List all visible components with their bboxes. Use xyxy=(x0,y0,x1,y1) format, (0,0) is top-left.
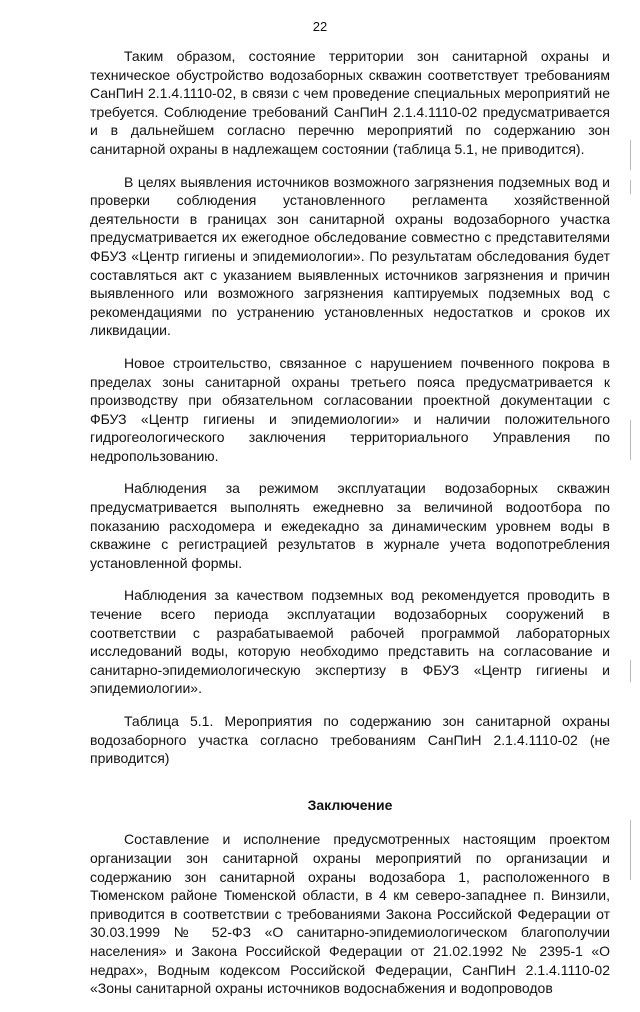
paragraph-operation-monitoring: Наблюдения за режимом эксплуатации водозаборных скважин предусматривается выполнять ежедневно за величиной водоотбора по показанию расходомера и ежедекадно за динамическим уровнем воды в скважине с регистрацией результатов в журнале учета водопотребления установленной формы. xyxy=(90,480,610,571)
paragraph-new-construction: Новое строительство, связанное с нарушением почвенного покрова в пределах зоны санитарной охраны третьего пояса предусматривается к производству при обязательном согласовании проектной документации с ФБУЗ «Центр гигиены и эпидемиологии» и наличии положительного гидрогеологического заключения территориального Управления по недропользованию. xyxy=(90,354,610,464)
paragraph-conclusion: Составление и исполнение предусмотренных настоящим проектом организации зон санитарной охраны мероприятий по организации и содержанию зон санитарной охраны водозабора 1, расположенного в Тюменском районе Тюменской области, в 4 км северо-западнее п. Винзили, приводится в соответствии с требованиями Закона Российской Федерации от 30.03.1999 № 52-ФЗ «О санитарно-эпидемиологическом благополучии населения» и Закона Российской Федерации от 21.02.1992 № 2395-1 «О недрах», Водным кодексом Российской Федерации, СанПиН 2.1.4.1110-02 «Зоны санитарной охраны источников водоснабжения и водопроводов xyxy=(90,831,610,997)
paragraph-water-quality-monitoring: Наблюдения за качеством подземных вод рекомендуется проводить в течение всего периода эксплуатации водозаборных сооружений в соответствии с разрабатываемой рабочей программой лабораторных исследований воды, которую необходимо представить на согласование и санитарно-эпидемиологическую экспертизу в ФБУЗ «Центр гигиены и эпидемиологии». xyxy=(90,587,610,697)
table-caption: Таблица 5.1. Мероприятия по содержанию зон санитарной охраны водозаборного участка согласно требованиям СанПиН 2.1.4.1110-02 (не приводится) xyxy=(90,713,610,767)
page-body xyxy=(90,47,610,1012)
page-number: 22 xyxy=(312,19,328,34)
paragraph-annual-inspection: В целях выявления источников возможного загрязнения подземных вод и проверки соблюдения установленного регламента хозяйственной деятельности в границах зон санитарной охраны водозаборного участка предусматривается их ежегодное обследование совместно с представителями ФБУЗ «Центр гигиены и эпидемиологии». По результатам обследования будет составляться акт с указанием выявленных источников загрязнения и причин выявленного или возможного загрязнения каптируемых подземных вод с рекомендациями по устранению установленных недостатков и сроков их ликвидации. xyxy=(90,173,610,339)
scan-edge-marks xyxy=(628,120,634,900)
section-heading-conclusion: Заключение xyxy=(307,796,393,813)
paragraph-zso-condition: Таким образом, состояние территории зон санитарной охраны и техническое обустройство водозаборных скважин соответствует требованиям СанПиН 2.1.4.1110-02, в связи с чем проведение специальных мероприятий не требуется. Соблюдение требований СанПиН 2.1.4.1110-02 предусматривается и в дальнейшем согласно перечню мероприятий по содержанию зон санитарной охраны в надлежащем состоянии (таблица 5.1, не приводится). xyxy=(90,48,610,157)
